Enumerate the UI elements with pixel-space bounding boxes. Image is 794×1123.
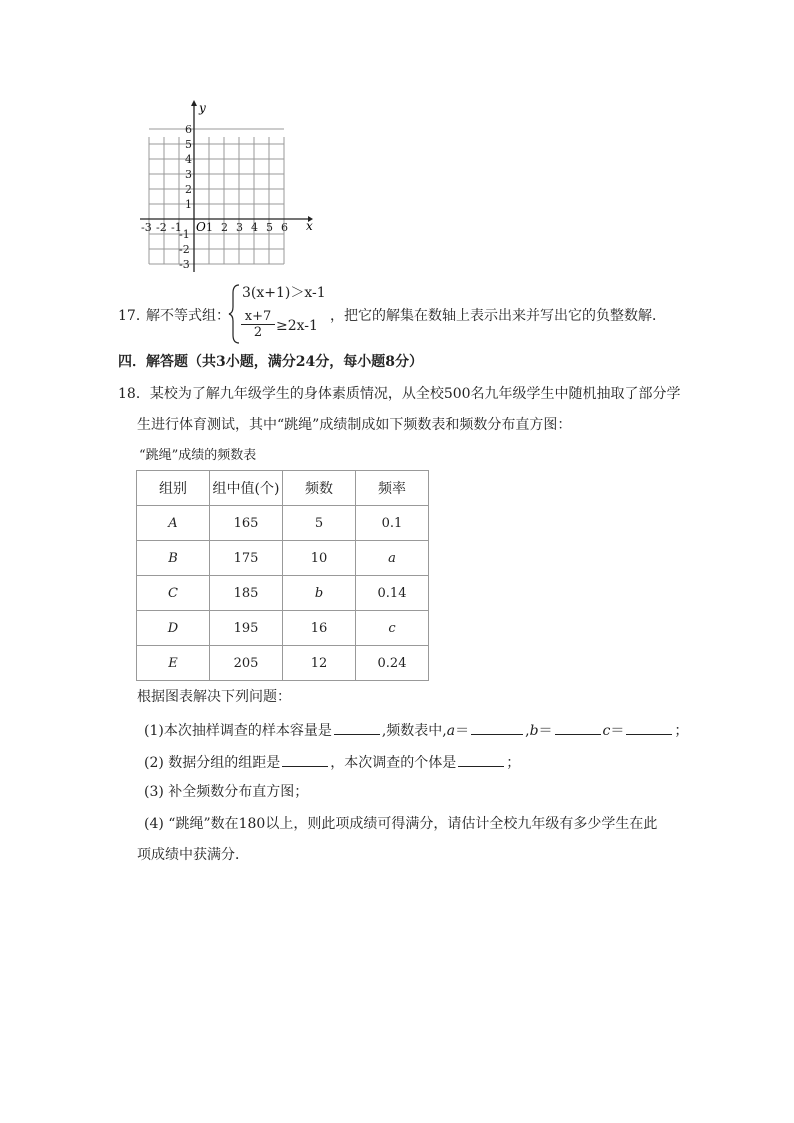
part-2-text-a: (2) 数据分组的组距是 — [144, 755, 281, 771]
table-header-row — [137, 471, 429, 506]
x-tick-label: 5 — [266, 221, 273, 234]
answer-blank[interactable] — [282, 752, 328, 767]
x-tick-label: 1 — [206, 221, 213, 234]
part-1-text-b: ,频数表中, — [381, 723, 447, 739]
y-axis-arrow — [191, 100, 197, 106]
table-cell: 0.14 — [356, 576, 429, 611]
q18-line-1: 18．某校为了解九年级学生的身体素质情况，从全校500名九年级学生中随机抽取了部分学 — [118, 386, 681, 402]
table-cell: 12 — [283, 646, 356, 681]
part-2 — [144, 752, 520, 772]
frequency-table — [136, 470, 429, 681]
table-row — [137, 541, 429, 576]
var-a: a — [446, 723, 456, 739]
y-tick-label: 1 — [185, 198, 192, 211]
table-cell: D — [137, 611, 210, 646]
table-cell: a — [356, 541, 429, 576]
semicolon: ； — [674, 723, 689, 739]
part-1 — [144, 720, 688, 740]
part-3: (3) 补全频数分布直方图； — [144, 784, 309, 800]
header-cell: 组中值(个) — [210, 471, 283, 506]
eq-sign: ＝ — [610, 723, 625, 739]
table-cell: 195 — [210, 611, 283, 646]
y-tick-label: 3 — [185, 168, 192, 181]
origin-label: O — [196, 220, 206, 234]
answer-blank[interactable] — [458, 752, 504, 767]
table-cell: 175 — [210, 541, 283, 576]
q18-line-2: 生进行体育测试，其中“跳绳”成绩制成如下频数表和频数分布直方图： — [137, 417, 572, 433]
table-cell: A — [137, 506, 210, 541]
table-cell: c — [356, 611, 429, 646]
table-row — [137, 611, 429, 646]
coordinate-grid-svg — [140, 100, 315, 276]
x-tick-label: 4 — [251, 221, 258, 234]
table-cell: 205 — [210, 646, 283, 681]
table-cell: B — [137, 541, 210, 576]
x-tick-label: 2 — [221, 221, 228, 234]
x-tick-label: -2 — [156, 221, 167, 234]
header-cell: 频数 — [283, 471, 356, 506]
fraction-numerator: x+7 — [241, 309, 275, 325]
table-cell: E — [137, 646, 210, 681]
table-cell: 10 — [283, 541, 356, 576]
var-b: b — [529, 723, 539, 739]
q17-number: 17． — [118, 308, 150, 324]
table-cell: 0.1 — [356, 506, 429, 541]
y-tick-label: -2 — [179, 243, 190, 256]
q17-brace — [228, 283, 242, 349]
table-row — [137, 576, 429, 611]
header-cell: 组别 — [137, 471, 210, 506]
comma: , — [525, 723, 530, 739]
var-c: c — [602, 723, 611, 739]
brace-shape — [228, 283, 242, 345]
x-tick-label: 3 — [236, 221, 243, 234]
table-row — [137, 506, 429, 541]
q17-tail: ，把它的解集在数轴上表示出来并写出它的负整数解． — [330, 308, 666, 324]
y-tick-label: -1 — [179, 228, 190, 241]
answer-blank[interactable] — [626, 720, 672, 735]
y-tick-label: 6 — [185, 123, 192, 136]
y-tick-label: 2 — [185, 183, 192, 196]
instruction-text: 根据图表解决下列问题： — [137, 689, 291, 705]
table-row — [137, 646, 429, 681]
part-1-text-a: (1)本次抽样调查的样本容量是 — [144, 723, 332, 739]
table-cell: 16 — [283, 611, 356, 646]
fraction-denominator: 2 — [253, 325, 263, 340]
table-cell: b — [283, 576, 356, 611]
q17-fraction — [241, 309, 275, 340]
answer-blank[interactable] — [555, 720, 601, 735]
header-cell: 频率 — [356, 471, 429, 506]
q17-inequality-2: ≥2x-1 — [276, 318, 318, 334]
table-cell: 0.24 — [356, 646, 429, 681]
eq-sign: ＝ — [455, 723, 470, 739]
table-cell: 185 — [210, 576, 283, 611]
part-4-line-2: 项成绩中获满分． — [137, 847, 249, 863]
q17-intro: 解不等式组： — [146, 308, 230, 324]
x-tick-label: 6 — [281, 221, 288, 234]
y-tick-label: 4 — [185, 153, 192, 166]
part-2-text-b: ，本次调查的个体是 — [330, 755, 457, 771]
part-4-line-1: (4) “跳绳”数在180以上，则此项成绩可得满分，请估计全校九年级有多少学生在此 — [144, 816, 658, 832]
x-axis-label: x — [306, 219, 313, 233]
x-tick-label: -3 — [141, 221, 152, 234]
eq-sign: ＝ — [538, 723, 553, 739]
y-tick-label: -3 — [179, 258, 190, 271]
table-cell: 165 — [210, 506, 283, 541]
y-axis-label: y — [199, 101, 206, 115]
table-cell: C — [137, 576, 210, 611]
table-title: “跳绳”成绩的频数表 — [139, 448, 257, 463]
answer-blank[interactable] — [471, 720, 523, 735]
y-tick-label: 5 — [185, 138, 192, 151]
table-cell: 5 — [283, 506, 356, 541]
x-tick-label: -1 — [171, 221, 182, 234]
q17-inequality-1: 3(x+1)＞x-1 — [242, 285, 326, 301]
answer-blank[interactable] — [334, 720, 380, 735]
semicolon: ； — [506, 755, 521, 771]
coordinate-grid — [140, 100, 315, 276]
section-4-title: 四．解答题（共3小题，满分24分，每小题8分） — [118, 354, 423, 370]
